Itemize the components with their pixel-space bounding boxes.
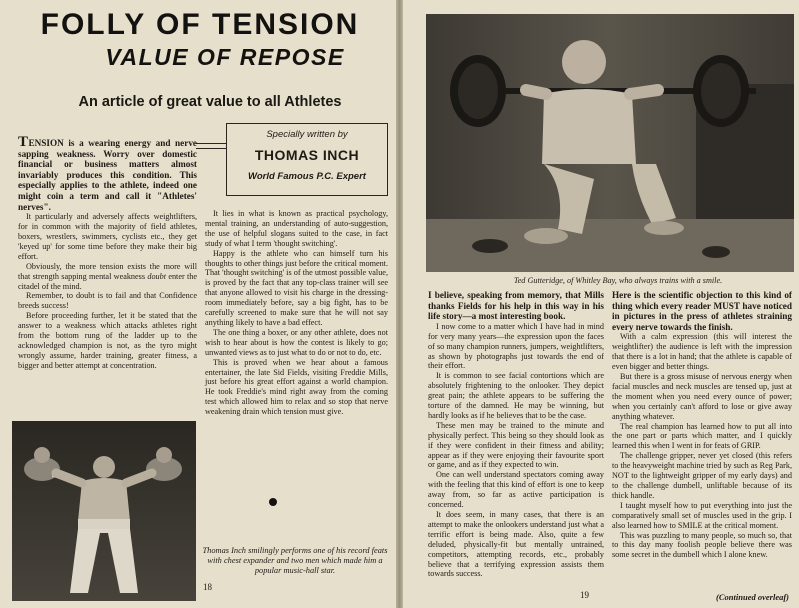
paragraph: One can well understand spectators coming away with the feeling that this kind of effort is one to keep away from, so far as active participation is concerned. <box>428 470 604 510</box>
bullet-dot <box>269 498 277 506</box>
paragraph: Obviously, the more tension exists the more will that strength sapping mental weakness doubt enter the citadel of the mind. <box>18 261 197 291</box>
photo-thomas-inch <box>12 421 196 601</box>
article-subtitle: VALUE OF REPOSE <box>105 44 345 70</box>
right-page <box>403 0 799 608</box>
decorative-rule <box>196 143 226 144</box>
paragraph: It particularly and adversely affects weightlifters, for in common with the majority of field athletes, boxers, wrestlers, swimmers, cyclists etc., they get 'keyed up' for some time before they make their big effort. <box>18 212 197 261</box>
article-title: FOLLY OF TENSION <box>40 8 360 41</box>
lead-paragraph: I believe, speaking from memory, that Mills thanks Fields for his help in this way in his life story—a most interesting book. <box>428 290 604 322</box>
left-page <box>0 0 396 608</box>
paragraph: The challenge gripper, never yet closed (this refers to the heavyweight machine tried by such as Reg Park, NOT to the lightweight gripper of my early days) and to the challenge dumbell, unliftable because of its thick handle. <box>612 451 792 500</box>
byline-intro: Specially written by <box>266 129 348 140</box>
right-column-2 <box>612 290 792 560</box>
paragraph: Remember, to doubt is to fail and that Confidence breeds success! <box>18 291 197 311</box>
page-number: 19 <box>580 590 589 600</box>
paragraph: I now come to a matter which I have had in mind for very many years—the expression upon the faces of so many champion runners, jumpers, weightlifters, as shown by photographs just towards the end of their effort. <box>428 321 604 371</box>
paragraph: These men may be trained to the minute and physically perfect. This being so they should look as if they were confident in their fitness and ability; appear as if they were enjoying their favourite sport or game, and as if they expected to win. <box>428 420 604 470</box>
photo-ted-gutteridge <box>426 14 794 272</box>
paragraph: It lies in what is known as practical psychology, mental training, an understanding of auto-suggestion, the use of helpful slogans suited to the case, in fact study of what I term 'thought switching'. <box>205 209 388 248</box>
byline-box <box>226 123 388 196</box>
paragraph: The one thing a boxer, or any other athlete, does not wish to hear about is how the contest is likely to go; unwanted views as to just what to do or not to do, etc. <box>205 327 388 357</box>
left-column-1 <box>18 134 197 371</box>
author-credential: World Famous P.C. Expert <box>248 171 366 182</box>
right-column-1 <box>428 290 604 579</box>
paragraph: This was puzzling to many people, so much so, that to this day many foolish people believe there was some secret in the dumbell which I alone knew. <box>612 530 792 560</box>
lead-paragraph: TENSION is a wearing energy and nerve sapping weakness. Worry over domestic financial or business matters almost invariably produces this condition. This especially applies to the athlete, indeed one might coin a term and call it "Athletes' nerves". <box>18 134 197 212</box>
paragraph: Before proceeding further, let it be stated that the answer to a weakness which attacks athletes right from the bottom rung of the ladder up to the acknowledged champion is not, as the tyro might wrongly assume, harder training, greater fitness, a bigger and better attempt at concentration. <box>18 311 197 370</box>
paragraph: This is proved when we hear about a famous entertainer, the late Sid Fields, visiting Freddie Mills, just before his great effort against a world champion. He took Freddie's mind right away from the coming test which allowed him to relax and so stop that nerve weakening drain which tension must give. <box>205 357 388 417</box>
paragraph: It does seem, in many cases, that there is an attempt to make the onlookers understand just what a terrific effort is being made. Also, quite a few deluded, physically-fit but mentally untrained, competitors, attempting records, etc., probably believe that a terrifying expression assists them towards success. <box>428 510 604 579</box>
continued-note: (Continued overleaf) <box>716 592 789 602</box>
paragraph: It is common to see facial contortions which are absolutely frightening to the onlooker. They depict great pain; the athlete appears to be suffering the torture of the damned. He may be winning, but hardly looks as if he believes that to be the case. <box>428 371 604 420</box>
page-number: 18 <box>203 582 212 592</box>
paragraph: But there is a gross misuse of nervous energy when facial muscles and neck muscles are tensed up, just at the moment when you need every ounce of power; when you certainly can't afford to lose or give away anything whatever. <box>612 372 792 421</box>
book-gutter <box>396 0 403 608</box>
paragraph: The real champion has learned how to put all into the one part or parts which matter, and I quickly learned this when I went in for feats of GRIP. <box>612 421 792 451</box>
paragraph: Happy is the athlete who can himself turn his thoughts to other things just before the critical moment. That 'thought switching' is of the utmost possible value, is proved by the fact that any top-class trainer will see that anyone allowed to visit his charge in the dressing-room immediately before, say a big fight, has to be carefully screened to make sure that he will not say anything likely to have a bad effect. <box>205 248 388 327</box>
photo-caption-ted-gutteridge: Ted Gutteridge, of Whitley Bay, who always trains with a smile. <box>513 276 723 285</box>
paragraph: I taught myself how to put everything into just the comparatively small set of muscles used in the grip. I also learned how to SMILE at the critical moment. <box>612 500 792 530</box>
paragraph: With a calm expression (this will interest the weightlifter) the audience is left with the impression that there is a lot in hand; that the athlete is capable of even bigger and better things. <box>612 332 792 372</box>
drop-cap: T <box>18 134 29 150</box>
lead-paragraph: Here is the scientific objection to this kind of thing which every reader MUST have noticed in pictures in the press of athletes straining every nerve towards the finish. <box>612 290 792 332</box>
author-name: THOMAS INCH <box>254 147 360 163</box>
decorative-rule <box>196 148 226 149</box>
left-column-2 <box>205 209 388 417</box>
article-tagline: An article of great value to all Athletes <box>78 94 342 110</box>
photo-caption-thomas-inch: Thomas Inch smilingly performs one of his record feats with chest expander and two men which made him a popular music-hall star. <box>202 546 388 576</box>
